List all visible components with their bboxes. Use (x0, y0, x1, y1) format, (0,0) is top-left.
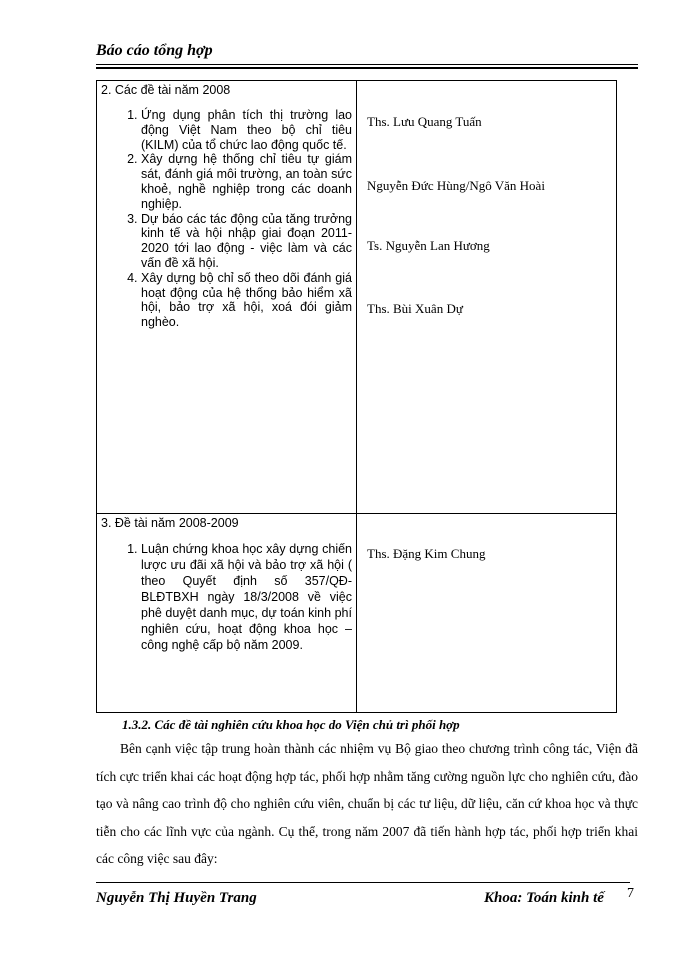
table-row (97, 81, 617, 514)
footer-rule (96, 882, 630, 883)
list-item: 2. Xây dựng hệ thống chỉ tiêu tự giám sát, đánh giá môi trường, an toàn sức khoẻ, nghề nghiệp trong các doanh nghiệp. (141, 152, 356, 211)
researcher-name: Ths. Lưu Quang Tuấn (367, 114, 482, 129)
section-subheading: 1.3.2. Các đề tài nghiên cứu khoa học do Viện chủ trì phối hợp (122, 717, 460, 732)
researchers-cell (357, 81, 617, 514)
page-number: 7 (627, 886, 634, 901)
topic-list (97, 108, 356, 330)
researcher-name: Ths. Bùi Xuân Dự (367, 301, 463, 316)
researcher-name: Nguyễn Đức Hùng/Ngô Văn Hoài (367, 178, 545, 193)
topic-list (97, 541, 356, 653)
researchers-cell (357, 514, 617, 713)
table-row (97, 514, 617, 713)
paragraph-text: Bên cạnh việc tập trung hoàn thành các nhiệm vụ Bộ giao theo chương trình công tác, Viện đã tích cực triển khai các hoạt động hợp tác, phối hợp nhằm tăng cường nguồn lực cho nghiên cứu, đào tạo và nâng cao trình độ cho nghiên cứu viên, chuẩn bị các tư liệu, dữ liệu, căn cứ khoa học và thực tiễn cho các lĩnh vực của ngành. Cụ thể, trong năm 2007 đã tiến hành hợp tác, phối hợp triển khai các công việc sau đây: (96, 741, 638, 866)
topics-cell (97, 81, 357, 514)
header-title: Báo cáo tổng hợp (96, 42, 213, 59)
researcher-name: Ths. Đặng Kim Chung (367, 546, 486, 561)
list-item: 1. Luận chứng khoa học xây dựng chiến lược ưu đãi xã hội và bảo trợ xã hội ( theo Quyết định số 357/QĐ-BLĐTBXH ngày 18/3/2008 về việc phê duyệt danh mục, dự toán kinh phí nghiên cứu, hoạt động khoa học – công nghệ cấp bộ năm 2009. (141, 541, 356, 653)
body-paragraph (96, 735, 638, 873)
header-rule-bottom (96, 67, 638, 69)
section-label: 2. Các đề tài năm 2008 (101, 83, 231, 97)
footer-department: Khoa: Toán kinh tế (484, 890, 604, 906)
header-rule-top (96, 64, 638, 65)
list-item: 4. Xây dựng bộ chỉ số theo dõi đánh giá hoạt động của hệ thống bảo hiểm xã hội, bảo trợ xã hội, xoá đói giảm nghèo. (141, 271, 356, 330)
page-header (96, 42, 636, 60)
researcher-name: Ts. Nguyễn Lan Hương (367, 238, 490, 253)
topics-cell (97, 514, 357, 713)
section-label: 3. Đề tài năm 2008-2009 (101, 516, 239, 530)
list-item: 1. Ứng dụng phân tích thị trường lao động Việt Nam theo bộ chỉ tiêu (KILM) của tổ chức lao động quốc tế. (141, 108, 356, 152)
research-topics-table (96, 80, 617, 713)
list-item: 3. Dự báo các tác động của tăng trưởng kinh tế và hội nhập giai đoạn 2011-2020 tới lao động - việc làm và các vấn đề xã hội. (141, 212, 356, 271)
footer-author: Nguyễn Thị Huyền Trang (96, 890, 257, 906)
